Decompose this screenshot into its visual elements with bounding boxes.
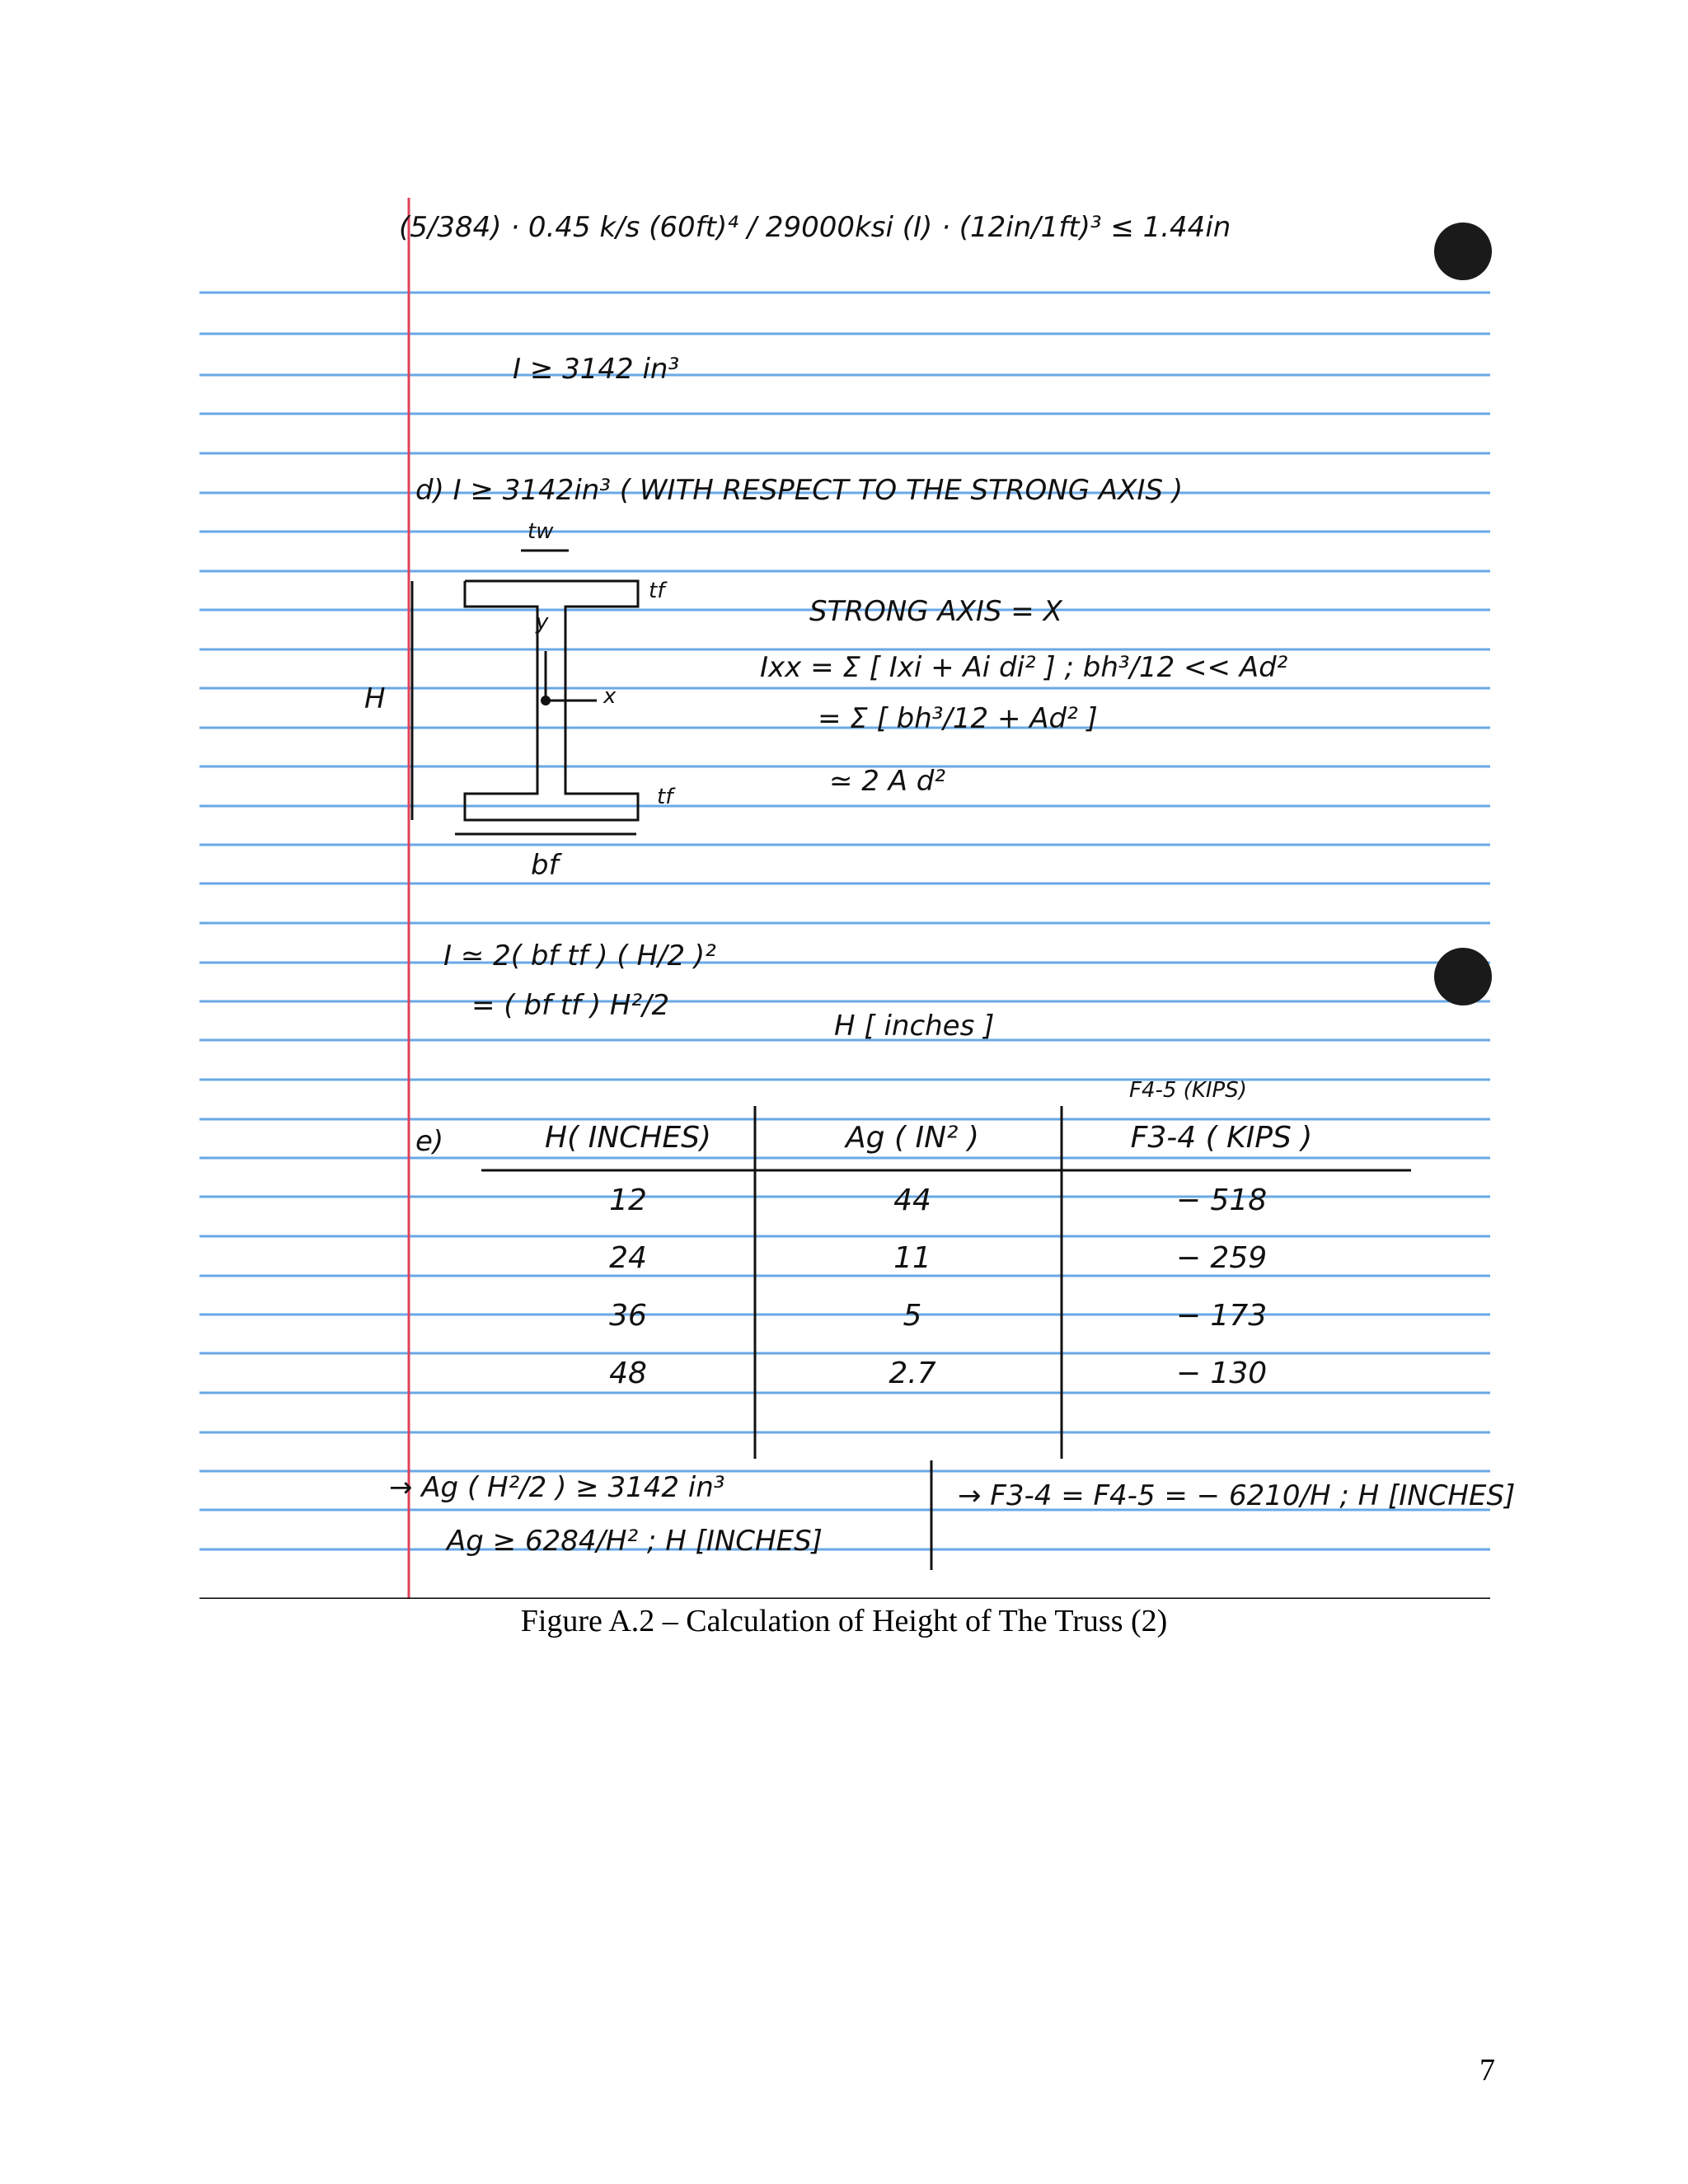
notebook-scan	[199, 198, 1516, 1599]
bf-label: bf	[531, 849, 559, 882]
tf-label-bottom: tf	[657, 785, 673, 809]
page-number: 7	[1479, 2053, 1495, 2088]
tw-label: tw	[528, 519, 554, 544]
table-cell: − 259	[1175, 1241, 1268, 1275]
ixx-equation-2: = Σ [ bh³/12 + Ad² ]	[818, 702, 1098, 735]
table-cell: 2.7	[889, 1357, 936, 1390]
inertia-approx: I ≃ 2( bf tf ) ( H/2 )²	[443, 940, 716, 972]
ixx-approx: ≃ 2 A d²	[829, 765, 946, 798]
table-cell: 12	[609, 1183, 647, 1217]
force-units-note: F4-5 (KIPS)	[1129, 1078, 1247, 1103]
table-header-f: F3-4 ( KIPS )	[1130, 1121, 1313, 1155]
part-d-statement: d) I ≥ 3142in³ ( WITH RESPECT TO THE STRONG AXIS )	[415, 474, 1184, 507]
ag-inequality: → Ag ( H²/2 ) ≥ 3142 in³	[389, 1471, 725, 1504]
table-cell: 5	[903, 1299, 922, 1333]
table-cell: 11	[893, 1241, 931, 1275]
table-header-ag: Ag ( IN² )	[846, 1121, 979, 1155]
table-header-h: H( INCHES)	[545, 1121, 711, 1155]
table-cell: 36	[609, 1299, 647, 1333]
strong-axis-note: STRONG AXIS = X	[809, 595, 1062, 628]
h-units-note: H [ inches ]	[834, 1010, 995, 1043]
table-cell: − 130	[1175, 1357, 1268, 1390]
ixx-equation: Ixx = Σ [ Ixi + Ai di² ] ; bh³/12 << Ad²	[760, 651, 1288, 684]
tf-label-top: tf	[649, 579, 665, 603]
binder-hole	[1434, 948, 1492, 1005]
table-cell: − 173	[1175, 1299, 1268, 1333]
binder-hole	[1434, 223, 1492, 280]
x-axis-label: x	[603, 684, 617, 709]
force-result: → F3-4 = F4-5 = − 6210/H ; H [INCHES]	[958, 1479, 1516, 1512]
deflection-equation: (5/384) · 0.45 k/s (60ft)⁴ / 29000ksi (I) · (12in/1ft)³ ≤ 1.44in	[399, 211, 1231, 244]
table-cell: 44	[893, 1183, 931, 1217]
table-cell: 24	[609, 1241, 647, 1275]
ag-result: Ag ≥ 6284/H² ; H [INCHES]	[447, 1525, 823, 1558]
inertia-result: I ≥ 3142 in³	[513, 353, 680, 386]
h-dimension-label: H	[364, 682, 386, 715]
table-cell: 48	[609, 1357, 647, 1390]
part-e-label: e)	[415, 1125, 444, 1158]
inertia-approx-2: = ( bf tf ) H²/2	[471, 989, 670, 1022]
y-axis-label: y	[536, 610, 549, 635]
table-cell: − 518	[1175, 1183, 1268, 1217]
figure-caption: Figure A.2 – Calculation of Height of The Truss (2)	[520, 1604, 1168, 1638]
